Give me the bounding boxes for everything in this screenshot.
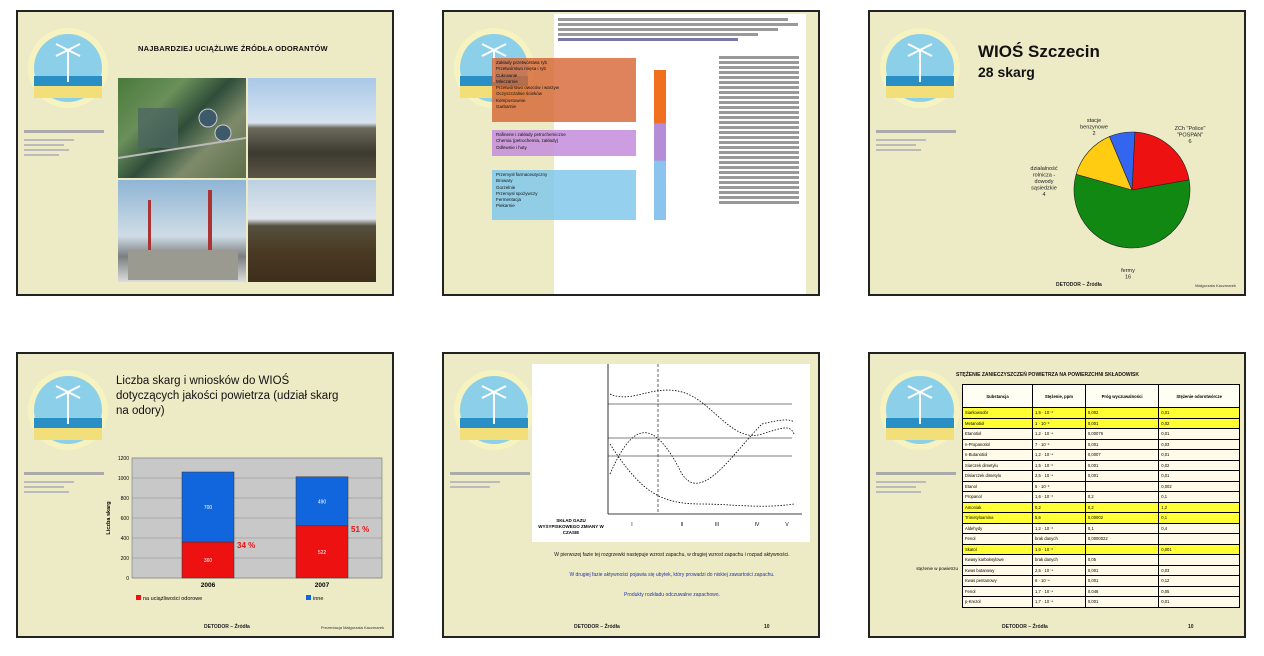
table-cell: 0,05	[1159, 586, 1240, 597]
table-row	[963, 597, 1240, 608]
bar-value-label: 490	[317, 499, 327, 506]
table-row	[963, 565, 1240, 576]
caption-3: Produkty rozkładu odczuwalne zapachowo.	[624, 592, 720, 598]
y-tick-label: 400	[120, 536, 129, 542]
substance-table	[962, 384, 1240, 608]
slide-title: NAJBARDZIEJ UCIĄŻLIWE ŹRÓDŁA ODORANTÓW	[138, 44, 328, 53]
legend-swatch	[306, 595, 311, 600]
photo-compost-heaps	[248, 78, 376, 178]
pie-label: ZCh "Police" "POSPAN" 6	[1174, 126, 1206, 145]
table-cell: 1,2 · 10⁻⁴	[1033, 450, 1086, 461]
table-cell: 0,001	[1159, 544, 1240, 555]
table-cell: Disiarczek dimetylu	[963, 471, 1033, 482]
x-tick-label: 2006	[200, 582, 216, 589]
slide-4-thumbnail[interactable]	[16, 352, 394, 638]
table-cell: 1,5 · 10⁻³	[1033, 460, 1086, 471]
table-cell: brak danych	[1033, 555, 1086, 566]
table-cell: 0,1	[1085, 523, 1158, 534]
table-cell: Amoniak	[963, 502, 1033, 513]
pie-label: fermy 16	[1121, 268, 1135, 281]
caption-1: W pierwszej fazie tej rozgrzewki następuje wzrost zapachu, w drugiej wzrost zapachu i rozpad aktywności.	[554, 552, 790, 558]
table-cell: 2,5 · 10⁻⁴	[1033, 471, 1086, 482]
slide-title: WIOŚ Szczecin	[978, 42, 1100, 61]
percent-label: 34 %	[237, 541, 256, 550]
table-cell: Metanotiol	[963, 418, 1033, 429]
table-cell: 0,01	[1159, 471, 1240, 482]
table-cell: 0,0007	[1085, 450, 1158, 461]
table-row	[963, 534, 1240, 545]
bar-chart	[102, 450, 392, 610]
y-tick-label: 0	[126, 576, 129, 582]
column-header: Stężenie, ppm	[1033, 385, 1086, 408]
table-cell: 0,02	[1159, 418, 1240, 429]
slide-subtitle: 28 skarg	[978, 64, 1035, 80]
table-cell: 0,1	[1159, 513, 1240, 524]
chart-side-label: SKŁAD GAZU WYSYPISKOWEGO ZMIANY W CZASIE	[538, 518, 604, 535]
table-row	[963, 523, 1240, 534]
table-row	[963, 492, 1240, 503]
column-header: Stężenie odorotwórcze	[1159, 385, 1240, 408]
table-cell: 0,001	[1085, 439, 1158, 450]
bar-value-label: 522	[317, 549, 327, 556]
table-cell: 0,046	[1085, 586, 1158, 597]
table-cell	[1085, 481, 1158, 492]
table-cell: Siarkowodór	[963, 408, 1033, 419]
logo-windmill-icon	[26, 368, 110, 452]
table-row	[963, 481, 1240, 492]
photo-chimneys-factory	[118, 180, 246, 282]
table-cell: 5,6	[1033, 513, 1086, 524]
slide-2-thumbnail[interactable]	[442, 10, 820, 296]
pie-label: stacje benzynowe 2	[1080, 118, 1108, 137]
table-cell: 0,00076	[1085, 429, 1158, 440]
table-row	[963, 576, 1240, 587]
category-box-chemical: Rafinerie i zakłady petrochemiczne Chemia (petrochemia, zakłady) Odlewnie i huty	[492, 130, 636, 156]
process-column	[654, 70, 666, 220]
table-cell: brak danych	[1033, 534, 1086, 545]
footer-author: Prezentacja Małgorzata Kaczmarek	[320, 625, 384, 630]
phase-label: II	[680, 522, 684, 528]
table-cell	[1159, 534, 1240, 545]
table-cell: 0,03	[1159, 439, 1240, 450]
table-cell: Etanol	[963, 481, 1033, 492]
table-row	[963, 429, 1240, 440]
table-cell: n-Butanotiol	[963, 450, 1033, 461]
table-cell: Propanol	[963, 492, 1033, 503]
y-tick-label: 600	[120, 516, 129, 522]
table-row	[963, 460, 1240, 471]
table-row	[963, 418, 1240, 429]
table-cell: 0,2	[1033, 502, 1086, 513]
pie-chart	[1020, 112, 1240, 282]
side-notes	[876, 472, 976, 496]
table-cell: Siarczek dimetylu	[963, 460, 1033, 471]
footer-text: DETODOR – Źródła	[1002, 624, 1048, 630]
table-row	[963, 544, 1240, 555]
table-cell: 1,2 · 10⁻⁴	[1033, 429, 1086, 440]
table-cell: Kwas pentanowy	[963, 576, 1033, 587]
table-cell: 1,5 · 10⁻³	[1033, 408, 1086, 419]
phase-label: I	[631, 522, 633, 528]
table-row	[963, 586, 1240, 597]
logo-windmill-icon	[26, 26, 110, 110]
y-axis-label: Liczba skarg	[106, 501, 112, 535]
table-cell: 0,001	[1085, 471, 1158, 482]
table-cell: 0,01	[1159, 450, 1240, 461]
table-cell	[1159, 555, 1240, 566]
table-cell: p-Krezol	[963, 597, 1033, 608]
table-cell: 5 · 10⁻³	[1033, 481, 1086, 492]
slide-6-thumbnail[interactable]	[868, 352, 1246, 638]
y-tick-label: 800	[120, 496, 129, 502]
table-cell: 1,2 · 10⁻³	[1033, 523, 1086, 534]
table-cell: Trimetyloamina	[963, 513, 1033, 524]
table-cell: 1,7 · 10⁻⁴	[1033, 597, 1086, 608]
table-row	[963, 450, 1240, 461]
landfill-gas-line-chart	[532, 364, 810, 542]
table-cell: 0,1	[1159, 492, 1240, 503]
column-header: Próg wyczuwalności	[1085, 385, 1158, 408]
table-cell: 0,03	[1159, 565, 1240, 576]
y-tick-label: 200	[120, 556, 129, 562]
table-cell: 0,001	[1085, 565, 1158, 576]
phase-label: IV	[754, 522, 760, 528]
slide-3-thumbnail[interactable]	[868, 10, 1246, 296]
table-cell: 0,0000022	[1085, 534, 1158, 545]
slide-1-thumbnail[interactable]	[16, 10, 394, 296]
page-number: 10	[764, 624, 770, 630]
legend-swatch	[136, 595, 141, 600]
table-cell: 0,01	[1159, 429, 1240, 440]
table-cell: 1,7 · 10⁻⁴	[1033, 586, 1086, 597]
slide-title: Liczba skarg i wniosków do WIOŚ dotyczących jakości powietrza (udział skarg na odory)	[116, 375, 339, 417]
logo-windmill-icon	[878, 26, 962, 110]
table-row	[963, 555, 1240, 566]
table-cell: 0,002	[1085, 408, 1158, 419]
legend-note: stężenie w powietrzu	[916, 566, 958, 571]
table-cell: 0,00002	[1085, 513, 1158, 524]
page-number: 10	[1188, 624, 1194, 630]
table-cell: Skatol	[963, 544, 1033, 555]
phase-label: V	[785, 522, 789, 528]
table-cell: 0,01	[1159, 597, 1240, 608]
slide-5-thumbnail[interactable]	[442, 352, 820, 638]
table-cell: 0,001	[1085, 576, 1158, 587]
table-cell: 0,002	[1159, 481, 1240, 492]
table-cell: 0,4	[1159, 523, 1240, 534]
phase-label: III	[714, 522, 720, 528]
table-cell: 0,12	[1159, 576, 1240, 587]
footer-text: DETODOR – Źródła	[574, 624, 620, 630]
table-cell: 0,001	[1085, 418, 1158, 429]
photo-field-fertilizer	[248, 180, 376, 282]
table-row	[963, 502, 1240, 513]
footer-author: Małgorzata Kaczmarek	[1195, 283, 1236, 288]
y-tick-label: 1000	[117, 476, 129, 482]
table-cell: 2,5 · 10⁻⁴	[1033, 565, 1086, 576]
table-row	[963, 439, 1240, 450]
logo-windmill-icon	[452, 368, 536, 452]
table-cell: Fenol	[963, 586, 1033, 597]
table-cell: 0,02	[1159, 460, 1240, 471]
pie-label: działalność rolnicza -dowody sąsiedzkie 4	[1030, 166, 1058, 198]
table-cell: 1,6 · 10⁻³	[1033, 492, 1086, 503]
side-notes	[24, 130, 124, 159]
table-cell: Fenol	[963, 534, 1033, 545]
bar-value-label: 700	[203, 505, 213, 511]
photo-wastewater-plant	[118, 78, 246, 178]
table-cell: Kwas butanowy	[963, 565, 1033, 576]
table-cell: 0,01	[1159, 408, 1240, 419]
bar-value-label: 360	[203, 558, 213, 564]
table-cell: 6 · 10⁻⁴	[1033, 576, 1086, 587]
slide-title: STĘŻENIE ZANIECZYSZCZEŃ POWIETRZA NA POWIERZCHNI SKŁADOWISK	[956, 372, 1139, 378]
table-cell: 7 · 10⁻⁵	[1033, 439, 1086, 450]
table-row	[963, 408, 1240, 419]
table-cell: 0,001	[1085, 597, 1158, 608]
table-cell: 0,2	[1085, 492, 1158, 503]
column-header: Substancja	[963, 385, 1033, 408]
table-cell: 1,6 · 10⁻³	[1033, 544, 1086, 555]
table-cell: Kwasy karboksylowe	[963, 555, 1033, 566]
category-box-pharma: Przemysł farmaceutyczny Browary Gorzelnie Przemysł spożywczy Fermentacja Piekarnie	[492, 170, 636, 220]
table-cell: Aldehydy	[963, 523, 1033, 534]
table-cell: Etanotiol	[963, 429, 1033, 440]
footer-text: DETODOR – Źródła	[204, 624, 250, 630]
table-cell: 1 · 10⁻³	[1033, 418, 1086, 429]
table-cell: n-Propanotiol	[963, 439, 1033, 450]
table-row	[963, 471, 1240, 482]
footer-text: DETODOR – Źródła	[1056, 282, 1102, 288]
table-cell: 1,2	[1159, 502, 1240, 513]
table-cell	[1085, 544, 1158, 555]
legend-label: inne	[313, 596, 324, 602]
table-row	[963, 513, 1240, 524]
y-tick-label: 1200	[117, 456, 129, 462]
side-notes	[876, 130, 976, 154]
table-cell: 0,2	[1085, 502, 1158, 513]
table-cell: 0,001	[1085, 460, 1158, 471]
logo-windmill-icon	[878, 368, 962, 452]
category-box-food: Zakłady przetwórstwa ryb Przetwórstwo mięsa i ryb Cukrownie Mleczarnie Przetwórstwo owoców i warzyw Oczyszczalnie ścieków Kompostownie Garbarnie	[492, 58, 636, 122]
x-tick-label: 2007	[314, 582, 330, 589]
legend-label: na uciążliwości odorowe	[143, 596, 203, 602]
caption-2: W drugiej fazie aktywności pojawia się ubytek, który prowadzi do niskiej zawartości zapachu.	[569, 572, 775, 578]
table-cell: 0,05	[1085, 555, 1158, 566]
percent-label: 51 %	[351, 524, 370, 534]
